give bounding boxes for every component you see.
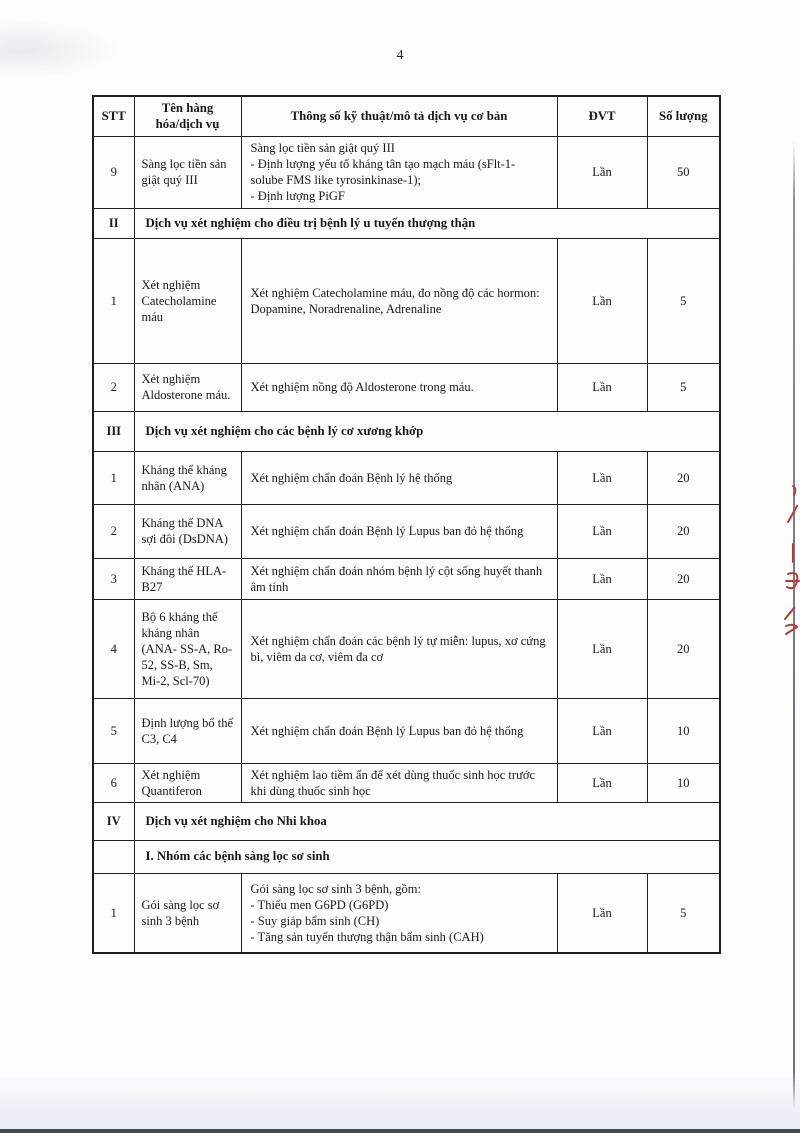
unit-cell: Lần — [557, 363, 647, 411]
page-number: 4 — [396, 48, 404, 63]
stt-cell: 3 — [93, 558, 134, 599]
section-number-cell: III — [93, 411, 134, 451]
name-cell: Xét nghiệm Aldosterone máu. — [134, 363, 241, 411]
desc-line: Xét nghiệm chẩn đoán Bệnh lý Lupus ban đỏ hệ thống — [250, 723, 524, 738]
table-row — [93, 558, 720, 599]
table-row — [93, 873, 720, 953]
table-header-row — [93, 96, 720, 136]
services-table-container — [92, 95, 719, 954]
header-stt: STT — [93, 96, 134, 136]
name-cell: Bộ 6 kháng thể kháng nhân (ANA- SS-A, Ro-52, SS-B, Sm, Mi-2, Scl-70) — [134, 599, 241, 698]
name-cell: Xét nghiệm Catecholamine máu — [134, 238, 241, 363]
name-cell: Định lượng bổ thể C3, C4 — [134, 698, 241, 763]
subsection-row — [93, 840, 720, 873]
name-cell: Kháng thể DNA sợi đôi (DsDNA) — [134, 504, 241, 558]
qty-cell: 10 — [647, 763, 720, 802]
section-row — [93, 411, 720, 451]
unit-cell: Lần — [557, 136, 647, 208]
name-cell: Sàng lọc tiền sản giật quý III — [134, 136, 241, 208]
scan-bottom-edge — [0, 1129, 800, 1133]
desc-cell — [241, 558, 557, 599]
name-cell: Gói sàng lọc sơ sinh 3 bệnh — [134, 873, 241, 953]
table-row — [93, 451, 720, 504]
header-unit: ĐVT — [557, 96, 647, 136]
desc-line: - Tăng sản tuyến thượng thận bẩm sinh (CAH) — [250, 929, 484, 944]
header-qty: Số lượng — [647, 96, 720, 136]
desc-line: Xét nghiệm chẩn đoán Bệnh lý hệ thống — [250, 470, 453, 485]
name-cell: Kháng thể kháng nhân (ANA) — [134, 451, 241, 504]
stt-cell: 1 — [93, 238, 134, 363]
desc-line: Xét nghiệm chẩn đoán các bệnh lý tự miễn: lupus, xơ cứng bì, viêm da cơ, viêm đa cơ — [250, 633, 546, 664]
services-table-body — [93, 136, 720, 953]
unit-cell: Lần — [557, 763, 647, 802]
stt-cell: 5 — [93, 698, 134, 763]
table-row — [93, 363, 720, 411]
header-name: Tên hàng hóa/dịch vụ — [134, 96, 241, 136]
qty-cell: 5 — [647, 238, 720, 363]
qty-cell: 20 — [647, 504, 720, 558]
section-row — [93, 802, 720, 840]
qty-cell: 50 — [647, 136, 720, 208]
desc-cell — [241, 873, 557, 953]
desc-line: - Suy giáp bẩm sinh (CH) — [250, 913, 380, 928]
stt-cell: 6 — [93, 763, 134, 802]
stt-cell: 1 — [93, 873, 134, 953]
desc-line: Xét nghiệm nồng độ Aldosterone trong máu. — [250, 380, 474, 394]
desc-cell — [241, 363, 557, 411]
desc-cell — [241, 599, 557, 698]
desc-cell — [241, 698, 557, 763]
name-cell: Kháng thể HLA-B27 — [134, 558, 241, 599]
unit-cell: Lần — [557, 698, 647, 763]
section-number-cell — [93, 840, 134, 873]
desc-line: - Định lượng PiGF — [250, 189, 345, 203]
qty-cell: 5 — [647, 873, 720, 953]
qty-cell: 10 — [647, 698, 720, 763]
section-title-cell: Dịch vụ xét nghiệm cho Nhi khoa — [134, 802, 720, 840]
section-row — [93, 208, 720, 238]
unit-cell: Lần — [557, 451, 647, 504]
desc-cell — [241, 238, 557, 363]
desc-cell — [241, 136, 557, 208]
qty-cell: 20 — [647, 599, 720, 698]
stt-cell: 9 — [93, 136, 134, 208]
unit-cell: Lần — [557, 504, 647, 558]
desc-cell — [241, 763, 557, 802]
table-row — [93, 238, 720, 363]
table-row — [93, 136, 720, 208]
desc-line: - Thiếu men G6PD (G6PD) — [250, 897, 389, 912]
section-title-cell: Dịch vụ xét nghiệm cho các bệnh lý cơ xương khớp — [134, 411, 720, 451]
desc-line: Gói sàng lọc sơ sinh 3 bệnh, gồm: — [250, 881, 421, 896]
unit-cell: Lần — [557, 238, 647, 363]
desc-line: - Định lượng yếu tố kháng tân tạo mạch máu (sFlt-1-solube FMS like tyrosinkinase-1); — [250, 157, 516, 187]
name-cell: Xét nghiệm Quantiferon — [134, 763, 241, 802]
section-title-cell: Dịch vụ xét nghiệm cho điều trị bệnh lý u tuyến thượng thận — [134, 208, 720, 238]
subsection-title-cell: I. Nhóm các bệnh sàng lọc sơ sinh — [134, 840, 720, 873]
qty-cell: 20 — [647, 451, 720, 504]
red-pen-annotation — [779, 478, 800, 643]
section-number-cell: IV — [93, 802, 134, 840]
stt-cell: 4 — [93, 599, 134, 698]
unit-cell: Lần — [557, 558, 647, 599]
table-row — [93, 698, 720, 763]
desc-line: Xét nghiệm chẩn đoán Bệnh lý Lupus ban đỏ hệ thống — [250, 524, 524, 538]
stt-cell: 1 — [93, 451, 134, 504]
unit-cell: Lần — [557, 599, 647, 698]
stt-cell: 2 — [93, 504, 134, 558]
scan-bottom-shadow — [0, 1071, 800, 1129]
scan-right-page-edge — [793, 140, 795, 1128]
desc-line: Sàng lọc tiền sản giật quý III — [250, 141, 395, 155]
table-row — [93, 504, 720, 558]
qty-cell: 20 — [647, 558, 720, 599]
stt-cell: 2 — [93, 363, 134, 411]
desc-cell — [241, 451, 557, 504]
services-table — [92, 95, 721, 954]
desc-line: Xét nghiệm chẩn đoán nhóm bệnh lý cột sống huyết thanh âm tính — [250, 563, 543, 594]
table-row — [93, 763, 720, 802]
qty-cell: 5 — [647, 363, 720, 411]
desc-cell — [241, 504, 557, 558]
unit-cell: Lần — [557, 873, 647, 953]
desc-line: Xét nghiệm lao tiềm ẩn để xét dùng thuốc sinh học trước khi dùng thuốc sinh học — [250, 767, 535, 798]
table-row — [93, 599, 720, 698]
section-number-cell: II — [93, 208, 134, 238]
desc-line: Xét nghiệm Catecholamine máu, đo nồng độ các hormon: Dopamine, Noradrenaline, Adrenaline — [250, 285, 540, 316]
header-spec: Thông số kỹ thuật/mô tả dịch vụ cơ bản — [241, 96, 557, 136]
